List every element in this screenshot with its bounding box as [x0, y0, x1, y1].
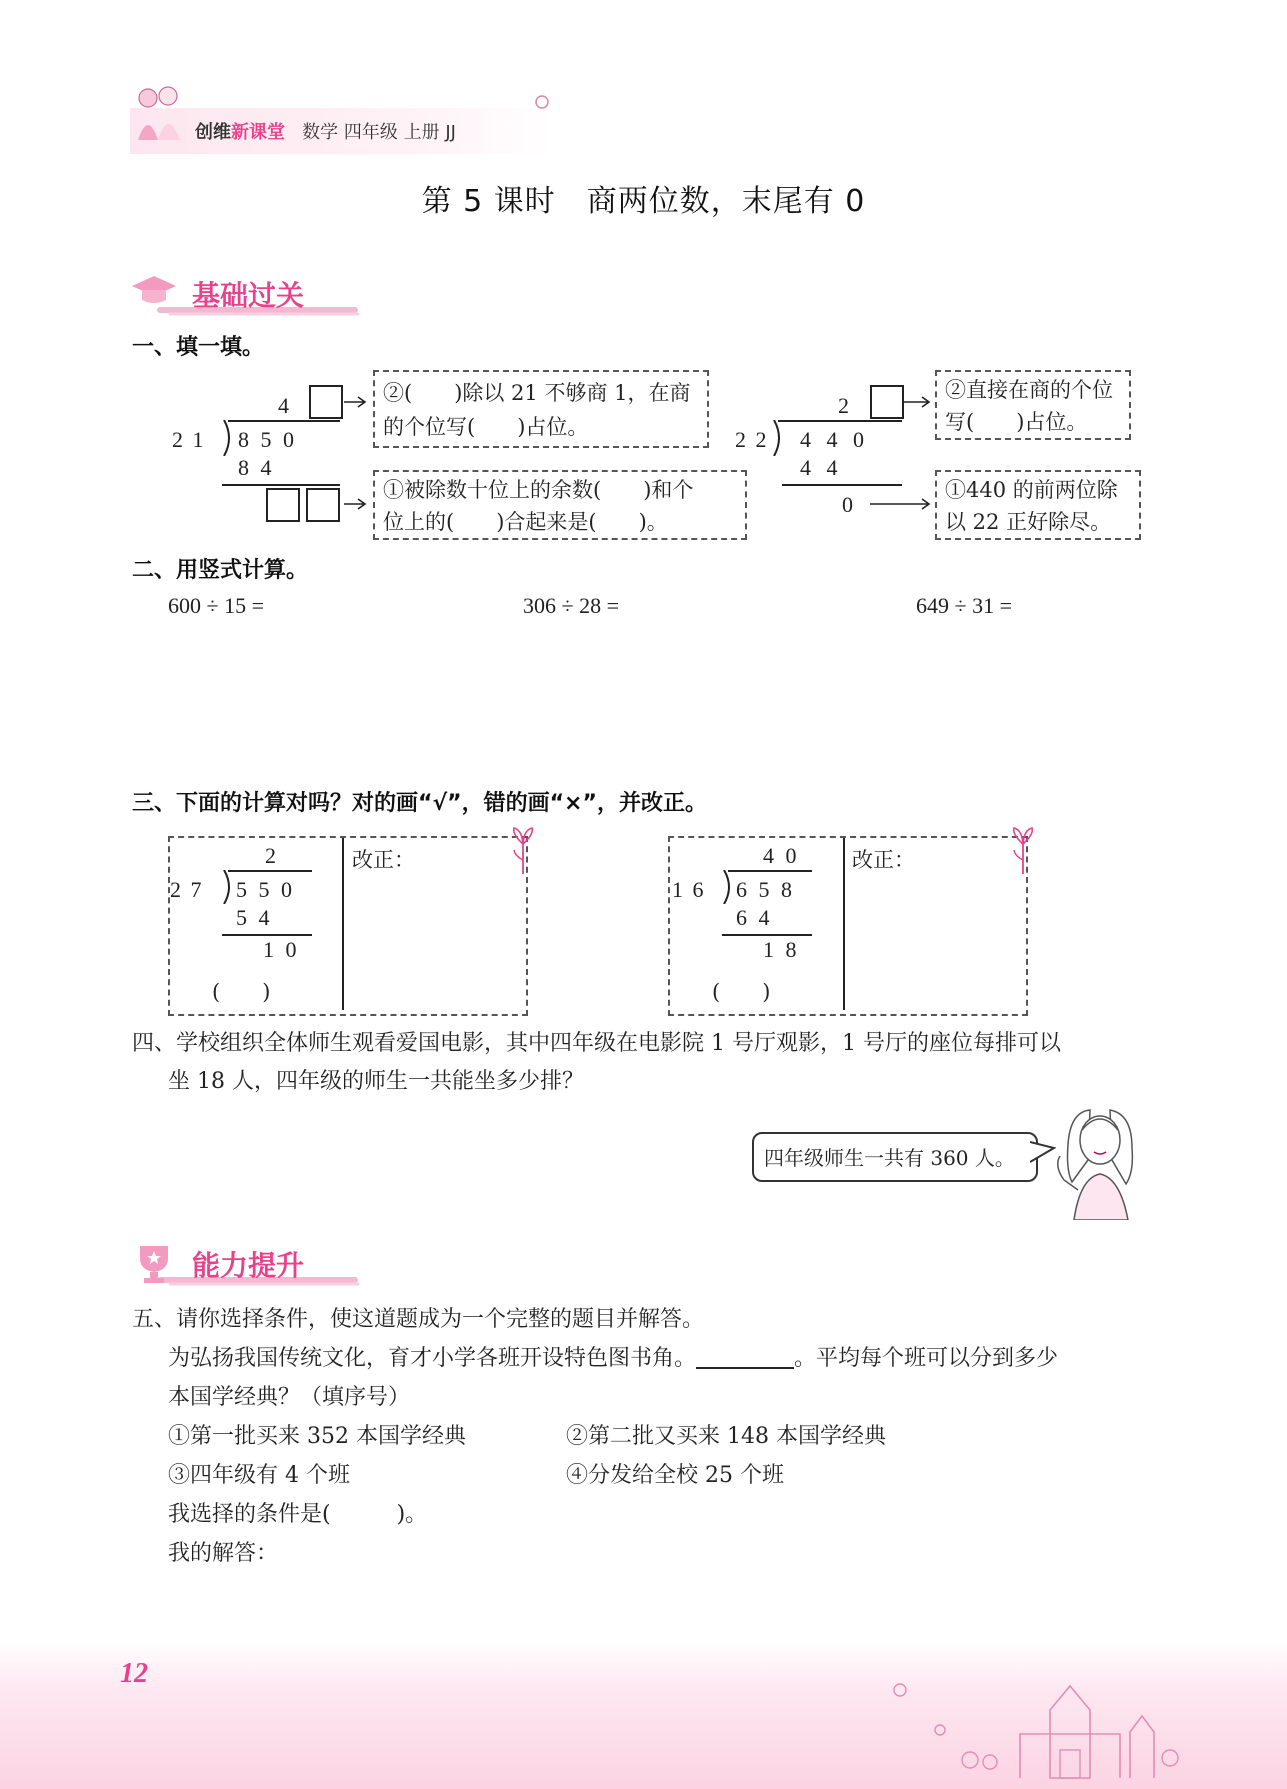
q3a-sub: 5 4 — [236, 905, 270, 930]
q1-left-sub: 8 4 — [238, 455, 272, 480]
q3a-divisor: 2 7 — [170, 877, 204, 902]
q5-option-1: ①第一批买来 352 本国学经典 — [168, 1424, 466, 1449]
division-bar — [228, 420, 340, 422]
divider — [342, 838, 344, 1010]
q3a-rem: 1 0 — [263, 937, 297, 962]
q2-item-1: 600 ÷ 15 = — [168, 593, 264, 618]
teacher-illustration — [1050, 1100, 1150, 1220]
division-bracket — [222, 420, 234, 456]
q1-left-dividend: 8 5 0 — [238, 427, 294, 452]
q5-line-3: 本国学经典？（填序号） — [168, 1385, 411, 1410]
speech-bubble-text: 四年级师生一共有 360 人。 — [764, 1146, 1015, 1170]
section-badge-basic — [130, 270, 360, 314]
page-title: 第 5 课时 商两位数，末尾有 0 — [421, 184, 866, 219]
q3b-quotient: 4 0 — [763, 843, 797, 868]
q3b-dividend: 6 5 8 — [736, 877, 792, 902]
q1-heading: 一、填一填。 — [132, 335, 265, 360]
q1-right-quotient-box[interactable] — [870, 385, 904, 419]
brand-logo: 创维新课堂 — [195, 122, 285, 143]
arrow-icon — [904, 396, 934, 408]
q3b-sub: 6 4 — [736, 905, 770, 930]
divider — [843, 838, 845, 1010]
division-bar — [228, 870, 312, 872]
page-number: 12 — [120, 1658, 148, 1689]
q5-line-2: 为弘扬我国传统文化，育才小学各班开设特色图书角。 。平均每个班可以分到多少 — [168, 1346, 1059, 1371]
flower-sprout-icon — [1008, 826, 1038, 874]
q5-line-1: 五、请你选择条件，使这道题成为一个完整的题目并解答。 — [132, 1307, 705, 1332]
division-bar — [222, 484, 340, 486]
q1-left-note-top: ②( )除以 21 不够商 1，在商 的个位写( )占位。 — [373, 370, 709, 448]
q3b-divisor: 1 6 — [672, 877, 706, 902]
division-bracket — [772, 420, 784, 456]
q3b-judge-blank[interactable]: ( ) — [712, 980, 771, 1004]
q2-item-2: 306 ÷ 28 = — [523, 593, 619, 618]
q1-left-quotient: 4 — [278, 393, 289, 418]
q5-choose[interactable]: 我选择的条件是( )。 — [168, 1502, 428, 1527]
q3-heading: 三、下面的计算对吗？对的画“√”，错的画“×”，并改正。 — [132, 791, 707, 816]
q1-right-dividend: 4 4 0 — [800, 427, 864, 452]
q2-heading: 二、用竖式计算。 — [132, 558, 309, 583]
kids-illustration — [128, 80, 188, 150]
q3b-rem: 1 8 — [763, 937, 797, 962]
q1-right-sub: 4 4 — [800, 455, 838, 480]
section-badge-ability — [130, 1240, 360, 1284]
q4-line-1: 四、学校组织全体师生观看爱国电影，其中四年级在电影院 1 号厅观影，1 号厅的座位每排可以 — [132, 1031, 1061, 1056]
castle-illustration — [860, 1650, 1180, 1780]
q3a-judge-blank[interactable]: ( ) — [212, 980, 271, 1004]
q5-fill-blank[interactable] — [696, 1347, 794, 1369]
q1-right-note-bottom: ①440 的前两位除 以 22 正好除尽。 — [935, 470, 1141, 540]
header-text — [195, 118, 456, 144]
q1-right-quotient: 2 — [838, 393, 849, 418]
division-bar — [782, 484, 902, 486]
division-bar — [728, 870, 812, 872]
q1-left-note-bottom: ①被除数十位上的余数( )和个 位上的( )合起来是( )。 — [373, 470, 747, 540]
q5-option-2: ②第二批又买来 148 本国学经典 — [566, 1424, 886, 1449]
flower-icon — [532, 92, 552, 112]
q2-item-3: 649 ÷ 31 = — [916, 593, 1012, 618]
arrow-icon — [344, 498, 370, 510]
q3b-correction-label: 改正： — [852, 848, 915, 872]
division-bar — [222, 934, 312, 936]
q1-right-divisor: 2 2 — [735, 427, 769, 452]
division-bracket — [722, 870, 734, 904]
q1-left-rem-box-2[interactable] — [306, 488, 340, 522]
division-bracket — [222, 870, 234, 904]
q1-right-remainder: 0 — [842, 492, 853, 517]
q1-left-divisor: 2 1 — [172, 427, 206, 452]
division-bar — [778, 420, 902, 422]
flower-sprout-icon — [508, 826, 538, 874]
q1-left-quotient-box[interactable] — [309, 385, 343, 419]
q3a-dividend: 5 5 0 — [236, 877, 292, 902]
q5-option-4: ④分发给全校 25 个班 — [566, 1463, 784, 1488]
header-subject: 数学 四年级 上册 JJ — [302, 122, 456, 143]
section-label-basic: 基础过关 — [192, 279, 305, 312]
section-label-ability: 能力提升 — [192, 1249, 305, 1282]
division-bar — [722, 934, 812, 936]
q3a-correction-label: 改正： — [352, 848, 415, 872]
q3a-quotient: 2 — [265, 843, 276, 868]
arrow-icon — [870, 498, 934, 510]
q5-option-3: ③四年级有 4 个班 — [168, 1463, 350, 1488]
arrow-icon — [344, 396, 370, 408]
q1-right-note-top: ②直接在商的个位 写( )占位。 — [935, 370, 1131, 440]
q4-line-2: 坐 18 人，四年级的师生一共能坐多少排？ — [168, 1069, 584, 1094]
q5-answer-label: 我的解答： — [168, 1541, 279, 1566]
q1-left-rem-box-1[interactable] — [266, 488, 300, 522]
